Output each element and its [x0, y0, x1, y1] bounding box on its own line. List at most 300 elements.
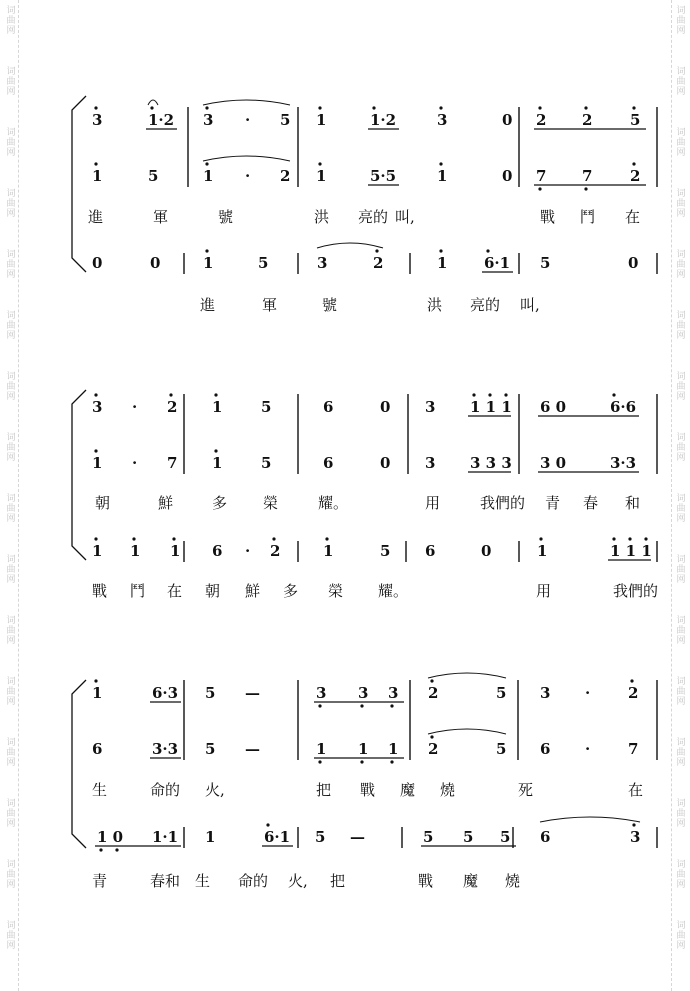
note: 5	[280, 111, 291, 129]
lyric-word: 軍	[262, 296, 278, 314]
watermark-glyph: 曲	[6, 260, 16, 270]
watermark-glyph: 网	[676, 941, 686, 951]
octave-dot	[318, 760, 321, 763]
watermark-glyph: 词	[6, 921, 16, 931]
note: 6·1	[484, 254, 511, 272]
watermark-glyph: 网	[676, 270, 686, 280]
octave-dot	[612, 537, 615, 540]
octave-dot	[584, 106, 587, 109]
watermark-glyph: 曲	[676, 199, 686, 209]
octave-dot	[632, 823, 635, 826]
octave-dot	[94, 393, 97, 396]
lyric-word: 洪	[427, 296, 443, 314]
note: 3 0	[540, 454, 567, 472]
note: 0	[92, 254, 103, 272]
lyric-word: 魔	[400, 781, 416, 799]
watermark-glyph: 词	[6, 738, 16, 748]
note: 1·2	[148, 111, 175, 129]
watermark-glyph: 曲	[676, 687, 686, 697]
note: 0	[502, 167, 513, 185]
watermark-glyph: 词	[6, 128, 16, 138]
octave-dot	[318, 106, 321, 109]
note: 1	[437, 254, 448, 272]
watermark-glyph: 词	[676, 6, 686, 16]
lyric-word: 朝	[95, 494, 111, 512]
watermark-glyph: 曲	[6, 870, 16, 880]
note: 2	[373, 254, 384, 272]
watermark-glyph: 曲	[6, 77, 16, 87]
lyric-word: 命的	[238, 872, 269, 890]
watermark-glyph: 曲	[6, 626, 16, 636]
watermark-glyph: 曲	[6, 809, 16, 819]
watermark-glyph: 曲	[6, 687, 16, 697]
lyric-word: 把	[316, 781, 332, 799]
watermark-glyph: 词	[6, 6, 16, 16]
octave-dot	[584, 187, 587, 190]
slur	[317, 243, 383, 248]
watermark-glyph: 网	[676, 758, 686, 768]
note: 3	[388, 684, 399, 702]
watermark-glyph: 网	[6, 26, 16, 36]
octave-dot	[472, 393, 475, 396]
lyric-word: 生	[195, 872, 211, 890]
slur	[428, 673, 506, 678]
note: 1	[92, 684, 103, 702]
note: 5	[496, 684, 507, 702]
note: 3	[630, 828, 641, 846]
slur	[203, 156, 290, 161]
watermark-glyph: 曲	[676, 77, 686, 87]
octave-dot	[94, 449, 97, 452]
watermark-glyph: 词	[676, 921, 686, 931]
octave-dot	[632, 162, 635, 165]
note: 2	[628, 684, 639, 702]
note: 1	[316, 111, 327, 129]
lyric-word: 把	[330, 872, 346, 890]
lyric-word: 軍	[153, 208, 169, 226]
watermark-glyph: 词	[676, 311, 686, 321]
lyric-word: 青	[545, 494, 561, 512]
watermark-glyph: 网	[676, 331, 686, 341]
lyric-word: 我們的	[613, 582, 659, 600]
note: 7	[536, 167, 547, 185]
watermark-glyph: 曲	[6, 199, 16, 209]
watermark-glyph: 词	[676, 616, 686, 626]
lyric-word: 戰	[540, 208, 556, 226]
octave-dot	[94, 106, 97, 109]
watermark-glyph: 曲	[676, 626, 686, 636]
watermark-glyph: 曲	[676, 260, 686, 270]
note: 1	[323, 542, 334, 560]
note: 3·3	[152, 740, 179, 758]
watermark-glyph: 词	[6, 433, 16, 443]
note: 1·2	[370, 111, 397, 129]
note: 2	[536, 111, 547, 129]
octave-dot	[150, 106, 153, 109]
watermark-glyph: 曲	[6, 321, 16, 331]
watermark-glyph: 网	[6, 758, 16, 768]
note: 0	[380, 398, 391, 416]
octave-dot	[375, 249, 378, 252]
watermark-glyph: 曲	[676, 565, 686, 575]
watermark-glyph: 网	[6, 331, 16, 341]
note: 1	[170, 542, 181, 560]
note: 5	[540, 254, 551, 272]
note: 6·1	[264, 828, 291, 846]
watermark-glyph: 网	[6, 941, 16, 951]
note: 0	[150, 254, 161, 272]
lyric-word: 戰	[418, 872, 434, 890]
lyric-word: 鮮	[245, 582, 261, 600]
watermark-glyph: 词	[6, 67, 16, 77]
note: 1	[92, 454, 103, 472]
slur	[148, 100, 158, 105]
lyric-word: 春和	[150, 872, 181, 890]
lyric-word: 命的	[150, 781, 181, 799]
system-brace	[72, 390, 86, 560]
watermark-glyph: 曲	[6, 443, 16, 453]
lyric-word: 用	[536, 582, 552, 600]
octave-dot	[439, 162, 442, 165]
note: 5	[630, 111, 641, 129]
octave-dot	[115, 848, 118, 851]
note: 6	[212, 542, 223, 560]
note: 6 0	[540, 398, 567, 416]
note: 6	[540, 828, 551, 846]
watermark-glyph: 曲	[676, 16, 686, 26]
octave-dot	[266, 823, 269, 826]
note: ·	[245, 542, 251, 560]
watermark-glyph: 网	[6, 87, 16, 97]
octave-dot	[539, 537, 542, 540]
note: —	[245, 684, 260, 702]
note: 1 0	[97, 828, 124, 846]
lyric-word: 戰	[92, 582, 108, 600]
note: 1	[537, 542, 548, 560]
note: 7	[582, 167, 593, 185]
lyric-word: 鬥	[580, 208, 596, 226]
system-brace	[72, 680, 86, 848]
octave-dot	[439, 106, 442, 109]
octave-dot	[486, 249, 489, 252]
lyric-word: 戰	[360, 781, 376, 799]
watermark-glyph: 网	[6, 636, 16, 646]
watermark-glyph: 网	[6, 819, 16, 829]
octave-dot	[360, 760, 363, 763]
watermark-glyph: 网	[6, 392, 16, 402]
note: 6	[323, 454, 334, 472]
octave-dot	[430, 735, 433, 738]
note: 3	[540, 684, 551, 702]
note: 7	[167, 454, 178, 472]
watermark-glyph: 曲	[6, 16, 16, 26]
note: 1	[130, 542, 141, 560]
watermark-glyph: 词	[676, 799, 686, 809]
octave-dot	[172, 537, 175, 540]
watermark-glyph: 曲	[676, 138, 686, 148]
watermark-glyph: 词	[6, 799, 16, 809]
lyric-word: 死	[518, 781, 534, 799]
lyric-word: 燒	[440, 781, 456, 799]
octave-dot	[132, 537, 135, 540]
note: 5	[496, 740, 507, 758]
note: 6	[540, 740, 551, 758]
watermark-glyph: 词	[6, 189, 16, 199]
watermark-glyph: 曲	[676, 870, 686, 880]
note: 1	[388, 740, 399, 758]
score-marks	[88, 106, 658, 890]
note: 1	[212, 398, 223, 416]
lyric-word: 多	[283, 582, 299, 600]
note: 5	[463, 828, 474, 846]
watermark-glyph: 曲	[676, 382, 686, 392]
note: 1	[205, 828, 216, 846]
watermark-glyph: 曲	[676, 931, 686, 941]
watermark-glyph: 网	[676, 697, 686, 707]
watermark-glyph: 词	[6, 372, 16, 382]
watermark-glyph: 曲	[6, 748, 16, 758]
watermark-glyph: 网	[6, 453, 16, 463]
watermark-glyph: 词	[676, 128, 686, 138]
octave-dot	[538, 106, 541, 109]
note: ·	[585, 740, 591, 758]
watermark-glyph: 网	[676, 87, 686, 97]
octave-dot	[628, 537, 631, 540]
watermark-glyph: 词	[6, 250, 16, 260]
octave-dot	[214, 449, 217, 452]
note: 5	[205, 740, 216, 758]
watermark-glyph: 词	[676, 250, 686, 260]
octave-dot	[504, 393, 507, 396]
note: 5	[258, 254, 269, 272]
lyric-word: 耀。	[378, 582, 409, 600]
watermark-glyph: 词	[6, 616, 16, 626]
watermark-glyph: 网	[6, 270, 16, 280]
octave-dot	[325, 537, 328, 540]
watermark-glyph: 网	[676, 880, 686, 890]
watermark-glyph: 词	[6, 860, 16, 870]
note: 3	[92, 398, 103, 416]
octave-dot	[538, 187, 541, 190]
lyric-word: 燒	[505, 872, 521, 890]
lyric-word: 火,	[205, 781, 225, 799]
watermark-glyph: 网	[676, 392, 686, 402]
lyric-word: 叫,	[520, 296, 540, 314]
lyric-word: 叫,	[395, 208, 415, 226]
lyric-word: 火,	[288, 872, 308, 890]
octave-dot	[214, 393, 217, 396]
watermark-glyph: 网	[676, 148, 686, 158]
note: 3	[437, 111, 448, 129]
note: 2	[167, 398, 178, 416]
octave-dot	[99, 848, 102, 851]
lyric-word: 用	[425, 494, 441, 512]
note: ·	[132, 398, 138, 416]
note: 5	[500, 828, 511, 846]
lyric-word: 耀。	[318, 494, 349, 512]
octave-dot	[205, 162, 208, 165]
octave-dot	[360, 704, 363, 707]
watermark-glyph: 网	[676, 575, 686, 585]
octave-dot	[390, 704, 393, 707]
note: 2	[428, 740, 439, 758]
note: 2	[428, 684, 439, 702]
note: 3	[203, 111, 214, 129]
note: ·	[585, 684, 591, 702]
watermark-glyph: 曲	[6, 138, 16, 148]
lyric-word: 在	[625, 208, 641, 226]
watermark-glyph: 曲	[676, 748, 686, 758]
watermark-glyph: 曲	[6, 931, 16, 941]
note: 6	[92, 740, 103, 758]
note: 1	[203, 254, 214, 272]
octave-dot	[439, 249, 442, 252]
octave-dot	[644, 537, 647, 540]
note: 1	[212, 454, 223, 472]
note: 5	[315, 828, 326, 846]
octave-dot	[630, 679, 633, 682]
slur	[540, 817, 640, 822]
watermark-glyph: 曲	[676, 809, 686, 819]
watermark-glyph: 词	[676, 372, 686, 382]
octave-dot	[318, 162, 321, 165]
octave-dot	[612, 393, 615, 396]
lyric-word: 我們的	[480, 494, 526, 512]
note: 1 1 1	[470, 398, 512, 416]
lyric-word: 榮	[263, 494, 279, 512]
watermark-glyph: 网	[6, 697, 16, 707]
note: 0	[481, 542, 492, 560]
note: 3	[92, 111, 103, 129]
watermark-glyph: 曲	[676, 504, 686, 514]
note: 1	[437, 167, 448, 185]
lyric-word: 魔	[463, 872, 479, 890]
watermark-glyph: 网	[676, 514, 686, 524]
watermark-glyph: 词	[676, 555, 686, 565]
note: 2	[270, 542, 281, 560]
watermark-glyph: 曲	[6, 565, 16, 575]
system-brace	[72, 96, 86, 272]
note: 5	[423, 828, 434, 846]
watermark-glyph: 词	[676, 677, 686, 687]
watermark-glyph: 网	[676, 453, 686, 463]
note: 3	[358, 684, 369, 702]
note: 6	[425, 542, 436, 560]
note: 3	[425, 454, 436, 472]
watermark-glyph: 曲	[6, 382, 16, 392]
octave-dot	[488, 393, 491, 396]
octave-dot	[632, 106, 635, 109]
octave-dot	[94, 537, 97, 540]
note: 1	[92, 542, 103, 560]
lyric-word: 在	[628, 781, 644, 799]
watermark-glyph: 词	[676, 860, 686, 870]
watermark-glyph: 网	[676, 209, 686, 219]
lyric-word: 號	[322, 296, 338, 314]
lyric-word: 生	[92, 781, 108, 799]
slur	[203, 100, 290, 105]
watermark-glyph: 词	[676, 433, 686, 443]
note: 1	[316, 167, 327, 185]
octave-dot	[318, 704, 321, 707]
watermark-glyph: 词	[676, 67, 686, 77]
note: 5	[205, 684, 216, 702]
note: 3	[425, 398, 436, 416]
watermark-glyph: 网	[6, 514, 16, 524]
octave-dot	[272, 537, 275, 540]
note: 6	[323, 398, 334, 416]
lyric-word: 進	[88, 208, 104, 226]
note: 3·3	[610, 454, 637, 472]
lyric-word: 進	[200, 296, 216, 314]
watermark-glyph: 词	[6, 677, 16, 687]
note: —	[350, 828, 365, 846]
note: 5	[380, 542, 391, 560]
watermark-glyph: 网	[676, 636, 686, 646]
note: 6·3	[152, 684, 179, 702]
octave-dot	[94, 679, 97, 682]
lyric-word: 在	[167, 582, 183, 600]
note: 3	[316, 684, 327, 702]
lyric-word: 朝	[205, 582, 221, 600]
lyric-word: 亮的	[358, 208, 389, 226]
watermark-glyph: 词	[676, 494, 686, 504]
note: ·	[245, 167, 251, 185]
watermark-glyph: 词	[6, 555, 16, 565]
lyric-word: 和	[625, 494, 641, 512]
watermark-glyph: 曲	[6, 504, 16, 514]
lyric-word: 洪	[314, 208, 330, 226]
note: 0	[502, 111, 513, 129]
note: 0	[628, 254, 639, 272]
watermark-glyph: 网	[6, 209, 16, 219]
lyric-word: 鬥	[130, 582, 146, 600]
note: 5	[261, 454, 272, 472]
lyric-word: 鮮	[158, 494, 174, 512]
watermark-glyph: 词	[6, 494, 16, 504]
note: 0	[380, 454, 391, 472]
note: 2	[280, 167, 291, 185]
lyric-word: 春	[583, 494, 599, 512]
octave-dot	[372, 106, 375, 109]
note: 3	[317, 254, 328, 272]
lyric-word: 號	[218, 208, 234, 226]
note: 7	[628, 740, 639, 758]
watermark-glyph: 曲	[676, 443, 686, 453]
note: 6·6	[610, 398, 637, 416]
octave-dot	[205, 249, 208, 252]
note: ·	[132, 454, 138, 472]
watermark-glyph: 网	[6, 880, 16, 890]
watermark-glyph: 网	[6, 575, 16, 585]
note: ·	[245, 111, 251, 129]
octave-dot	[94, 162, 97, 165]
note: —	[245, 740, 260, 758]
lyric-word: 亮的	[470, 296, 501, 314]
lyric-word: 多	[212, 494, 228, 512]
note: 3 3 3	[470, 454, 512, 472]
watermark-glyph: 网	[6, 148, 16, 158]
note: 1 1 1	[610, 542, 652, 560]
note: 1·1	[152, 828, 179, 846]
watermark-glyph: 词	[676, 738, 686, 748]
note: 5·5	[370, 167, 397, 185]
note: 1	[316, 740, 327, 758]
note: 1	[92, 167, 103, 185]
watermark-glyph: 词	[6, 311, 16, 321]
watermark-glyph: 词	[676, 189, 686, 199]
watermark-glyph: 网	[676, 26, 686, 36]
